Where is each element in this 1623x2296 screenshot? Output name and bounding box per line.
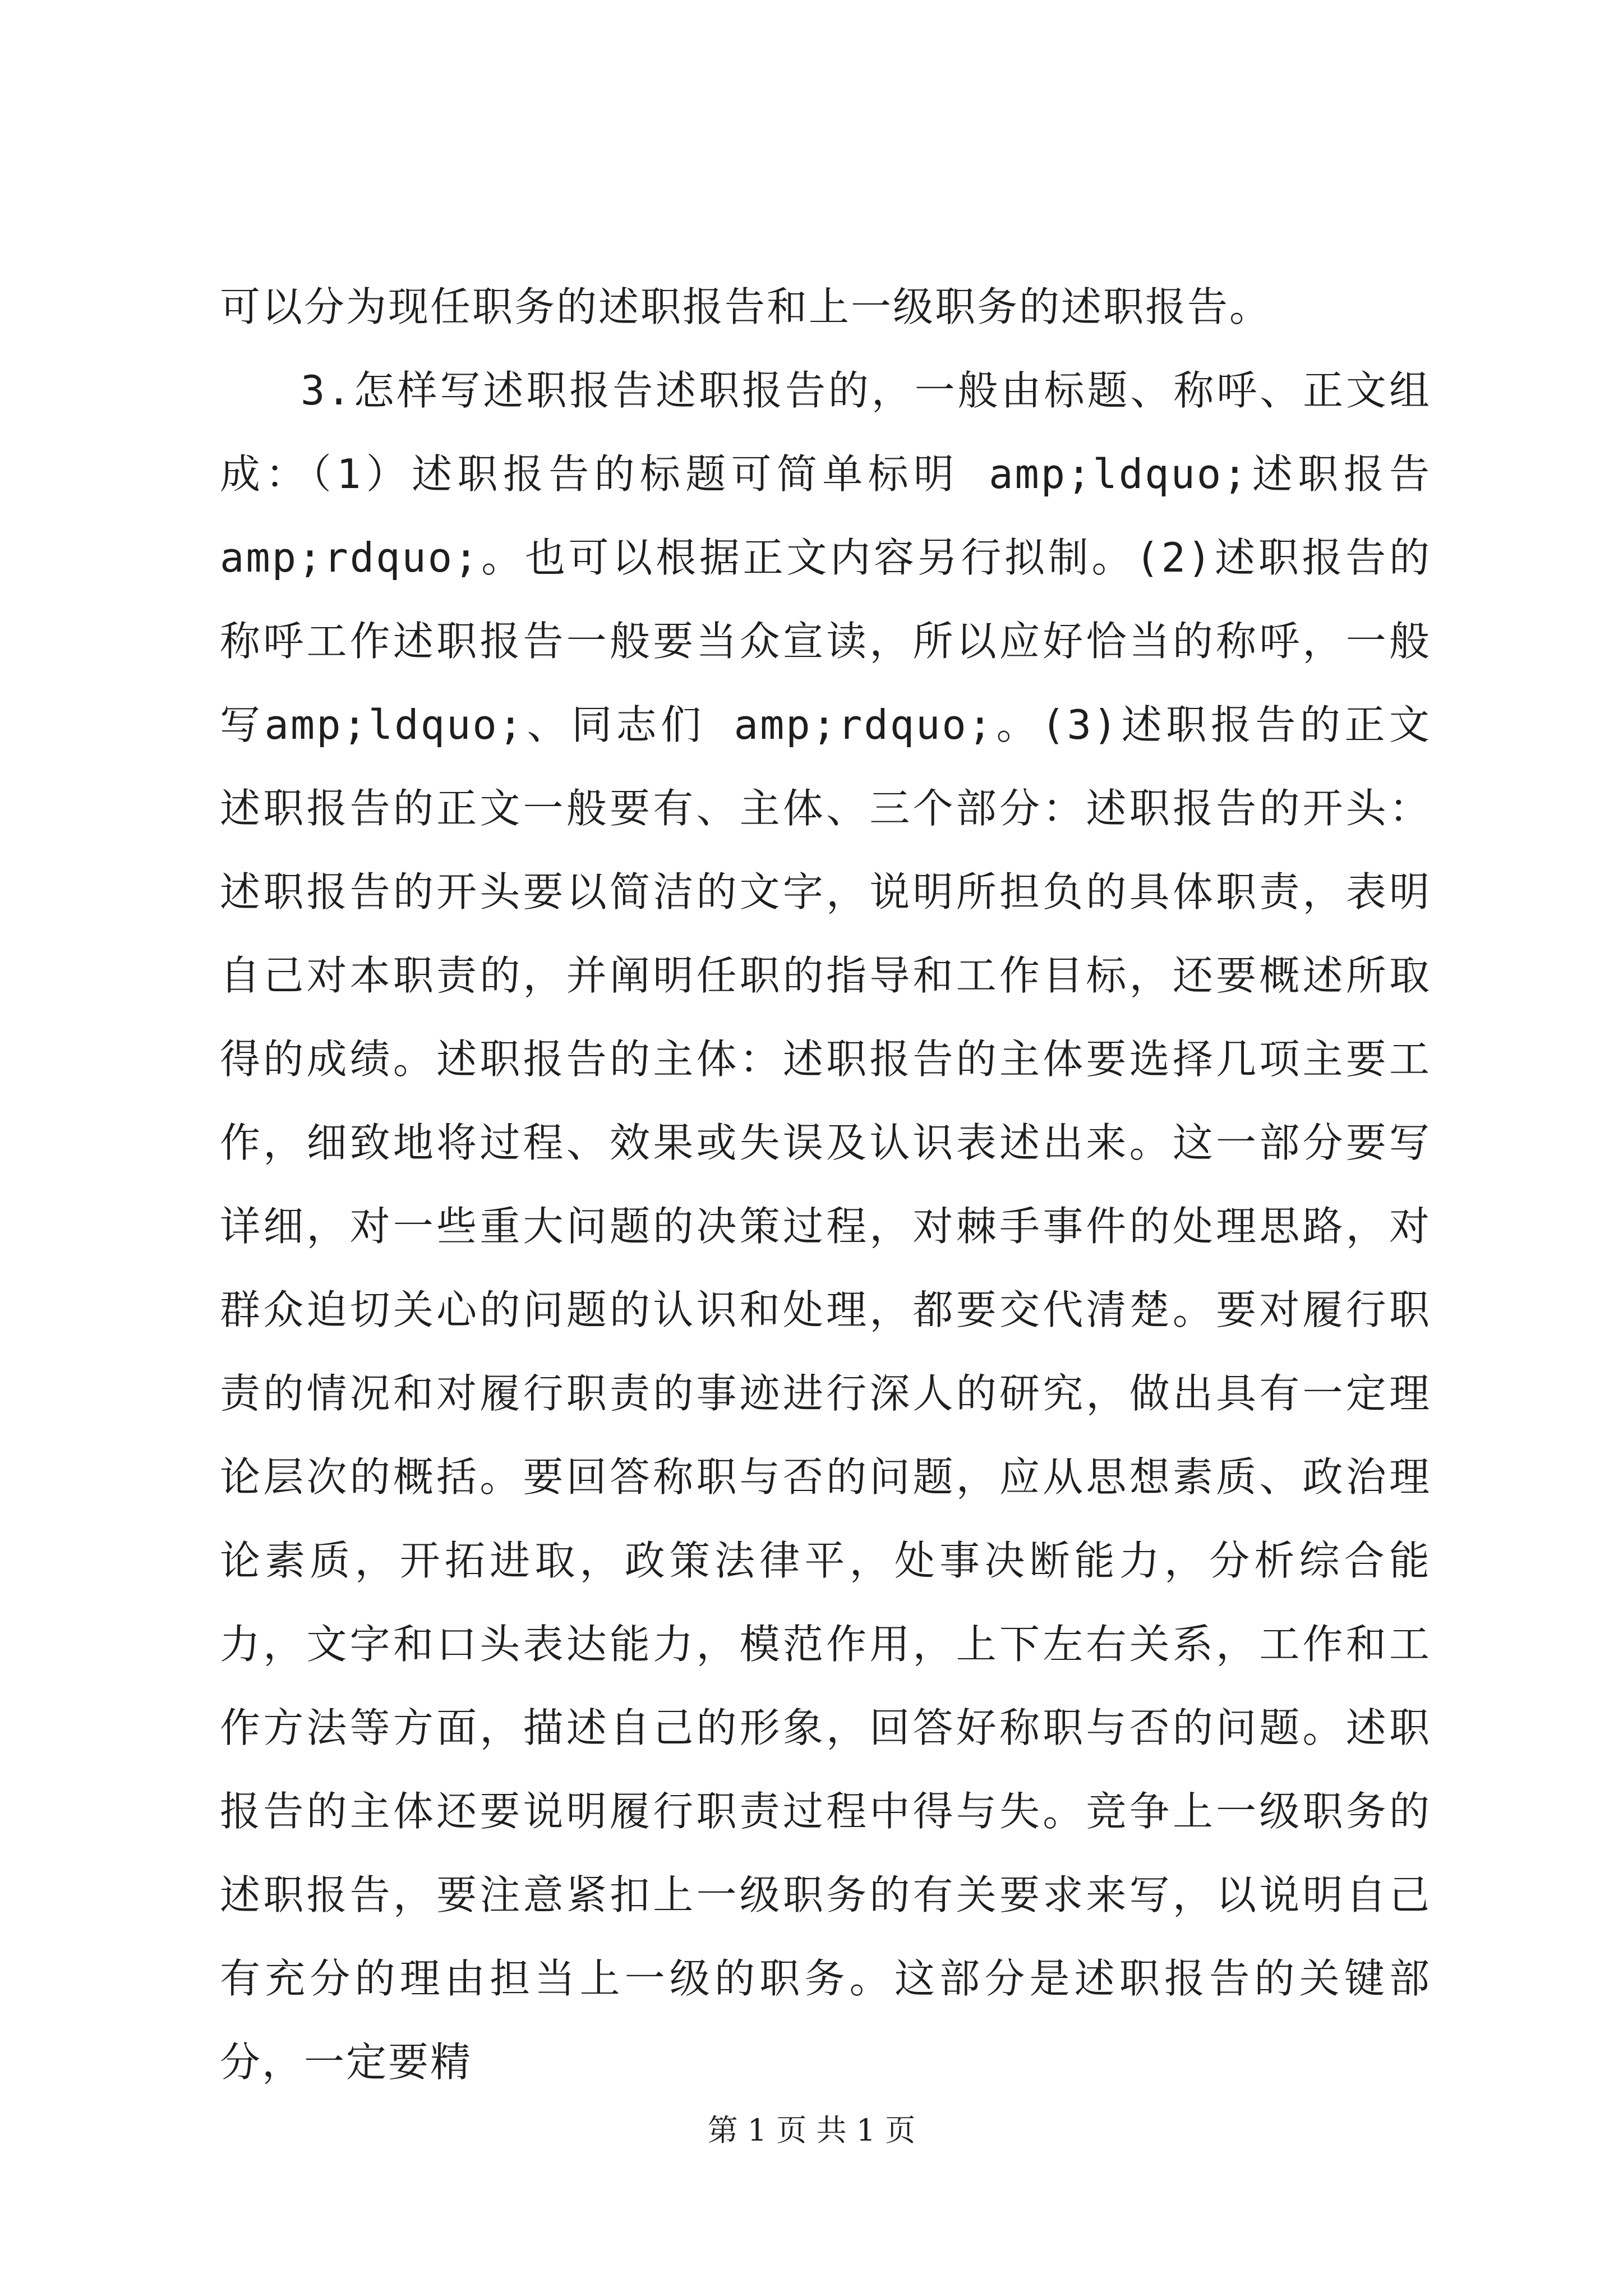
page-footer: 第 1 页 共 1 页 bbox=[707, 2113, 916, 2148]
paragraph-continuation: 可以分为现任职务的述职报告和上一级职务的述职报告。 bbox=[220, 283, 1272, 330]
paragraph-section-3: 3.怎样写述职报告述职报告的，一般由标题、称呼、正文组成：（1）述职报告的标题可简单标明 amp;ldquo;述职报告amp;rdquo;。也可以根据正文内容另行拟制。(2)述职报告的称呼工作述职报告一般要当众宣读，所以应好恰当的称呼，一般写amp;ldquo;、同志们 amp;rdquo;。(3)述职报告的正文述职报告的正文一般要有、主体、三个部分：述职报告的开头：述职报告的开头要以简洁的文字，说明所担负的具体职责，表明自己对本职责的，并阐明任职的指导和工作目标，还要概述所取得的成绩。述职报告的主体：述职报告的主体要选择几项主要工作，细致地将过程、效果或失误及认识表述出来。这一部分要写详细，对一些重大问题的决策过程，对棘手事件的处理思路，对群众迫切关心的问题的认识和处理，都要交代清楚。要对履行职责的情况和对履行职责的事迹进行深人的研究，做出具有一定理论层次的概括。要回答称职与否的问题，应从思想素质、政治理论素质，开拓进取，政策法律平，处事决断能力，分析综合能力，文字和口头表达能力，模范作用，上下左右关系，工作和工作方法等方面，描述自己的形象，回答好称职与否的问题。述职报告的主体还要说明履行职责过程中得与失。竞争上一级职务的述职报告，要注意紧扣上一级职务的有关要求来写，以说明自己有充分的理由担当上一级的职务。这部分是述职报告的关键部分，一定要精 bbox=[220, 367, 1431, 2086]
document-body bbox=[220, 265, 1431, 2104]
